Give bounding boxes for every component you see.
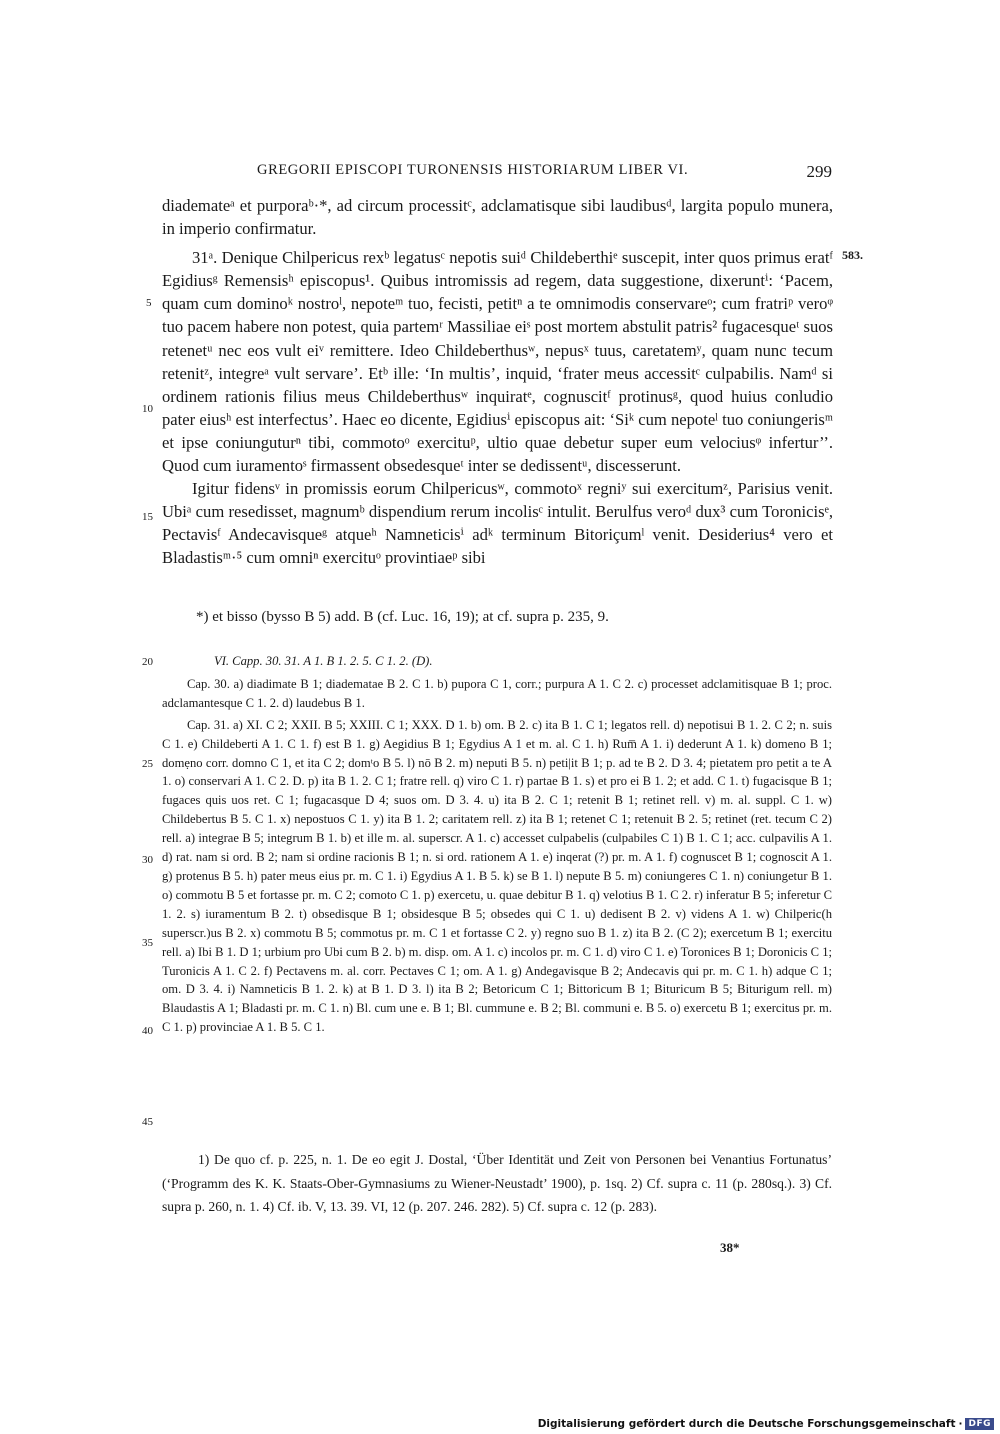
line-number: 35 [142, 937, 153, 949]
line-number: 45 [142, 1116, 153, 1128]
footnotes [162, 1148, 832, 1219]
line-number: 10 [142, 403, 153, 415]
footnote-text: 1) De quo cf. p. 225, n. 1. De eo egit J. Dostal, ‘Über Identität und Zeit von Personen bei Venantius Fortunatus’ (‘Programm des K. K. Staats-Ober-Gymnasiums zu Wiener-Neustadt’ 1900), p. 1sq. 2) Cf. supra c. 11 (p. 280sq.). 3) Cf. supra p. 260, n. 1. 4) Cf. ib. V, 13. 39. VI, 12 (p. 207. 246. 282). 5) Cf. supra c. 12 (p. 283). [162, 1152, 832, 1214]
star-note: *) et bisso (bysso B 5) add. B (cf. Luc. 16, 19); at cf. supra p. 235, 9. [196, 609, 609, 625]
dfg-logo-icon: DFG [965, 1418, 994, 1430]
line-number: 40 [142, 1025, 153, 1037]
line-number: 20 [142, 656, 153, 668]
line-number: 25 [142, 758, 153, 770]
running-title: GREGORII EPISCOPI TURONENSIS HISTORIARUM LIBER VI. [257, 162, 689, 178]
line-number: 5 [146, 297, 152, 309]
line-number: 30 [142, 854, 153, 866]
main-text [162, 194, 833, 570]
funding-text: Digitalisierung gefördert durch die Deutsche Forschungsgemeinschaft [537, 1418, 956, 1430]
margin-year: 583. [842, 248, 863, 262]
signature-mark: 38* [720, 1240, 740, 1255]
page-number: 299 [806, 162, 832, 181]
critical-apparatus [162, 652, 832, 1037]
apparatus-head: VI. Capp. 30. 31. A 1. B 1. 2. 5. C 1. 2. (D). [214, 654, 433, 668]
line-number: 15 [142, 511, 153, 523]
main-paragraph: Igitur fidensᵛ in promissis eorum Chilpericusʷ, commotoˣ regniʸ sui exercitumᶻ, Parisius venit. Ubiᵃ cum resedisset, magnumᵇ dispendium rerum incolisᶜ intulit. Berulfus veroᵈ dux³ cum Toronicisᵉ, Pectavisᶠ Andecavisqueᵍ atqueʰ Namneticisⁱ adᵏ terminum Bitoriçumˡ venit. Desiderius⁴ vero et Bladastisᵐ·⁵ cum omniⁿ exercituᵒ provintiaeᵖ sibi [162, 479, 833, 568]
main-paragraph: 31ᵃ. Denique Chilpericus rexᵇ legatusᶜ nepotis suiᵈ Childeberthiᵉ suscepit, inter quos primus eratᶠ Egidiusᵍ Remensisʰ episcopus¹. Quibus intromissis ad regem, data suggestione, dixeruntⁱ: ‘Pacem, quam cum dominoᵏ nostroˡ, nepoteᵐ tuo, fecisti, petitⁿ a te omnimodis conservareᵒ; cum fratriᵖ veroᵠ tuo pacem habere non potest, quia partemʳ Massiliae eiˢ post mortem abstulit patris² fugacesqueᵗ suos retenetᵘ nec eos vult eiᵛ remittere. Ideo Childeberthusʷ, nepusˣ tuus, caretatemʸ, quam nunc tecum retenitᶻ, integreᵃ vult servare’. Etᵇ ille: ‘In multis’, inquid, ‘frater meus accessitᶜ culpabilis. Namᵈ si ordinem rationis filius meus Childeberthusʷ inquiratᵉ, cognuscitᶠ protinusᵍ, quod huius conludio pater eiusʰ est interfectus’. Haec eo dicente, Egidiusⁱ episcopus ait: ‘Siᵏ cum nepoteˡ tuo coniungerisᵐ et ipse coniunguturⁿ tibi, commotoᵒ exercituᵖ, ultio quae debetur super eum velociusᵠ infertur’’. Quod cum iuramentoˢ firmassent obsedesqueᵗ inter se dedissentᵘ, discesserunt. [162, 248, 833, 476]
funding-notice: Digitalisierung gefördert durch die Deutsche Forschungsgemeinschaft · DFG [538, 1418, 994, 1430]
main-paragraph: diademateᵃ et purporaᵇ·*, ad circum processitᶜ, adclamatisque sibi laudibusᵈ, largita populo munera, in imperio confirmatur. [162, 196, 833, 239]
apparatus-cap31: Cap. 31. a) XI. C 2; XXII. B 5; XXIII. C 1; XXX. D 1. b) om. B 2. c) ita B 1. C 1; legatos rell. d) nepotisui B 1. 2. C 2; n. suis C 1. e) Childeberti A 1. C 1. f) est B 1. g) Aegidius B 1; Egydius A 1 et m. al. C 1. h) Rum̅ A 1. i) dederunt A 1. k) domeno B 1; domẹno corr. domno C 1, et ita C 2; domᵗo B 5. l) nō B 2. m) neputi B 5. n) peti|it B 1; p. ad te B 2. D 3. 4; pietatem pro petit a te A 1. o) conservari A 1. C 2. D. p) ita B 1. 2. C 1; fratre rell. q) viro C 1. r) partae B 1. s) et pro ei B 1. 2; et add. C 1. t) fugacisque B 1; fugaces quis uos ret. C 1; fugacasque D 4; suos om. D 3. 4. u) ita B 2. C 1; retenit B 1; retinet rell. v) m. al. suppl. C 1. w) Childebertus B 5. C 1. x) nepostuos C 1. y) ita B 1. 2; caritatem rell. z) ita B 1; retenet C 1; retenuit B 2. 5; retinet (ret. tecum C 2) rell. a) integrae B 5; integrum B 1. b) et ille m. al. superscr. A 1. c) accesset culpabelis (culpabiles C 1) B 1. C 1; acc. culpavilis A 1. d) rat. nam si ord. B 2; nam si ordine racionis B 1; n. si ord. rationem A 1. e) inqerat (?) pr. m. A 1. f) cognuscet B 1; cognoscit A 1. g) protenus B 5. h) pater meus eius pr. m. C 1. i) Egydius A 1. B 5. k) se B 1. l) nepute B 5. m) coniungeres C 1. n) coniungetur B 1. o) commotu B 5 et fortasse pr. m. C 2; comoto C 1. p) exercetu, u. quae debitur B 1. q) velotius B 1. C 2. r) inferatur B 5; inferetur C 1. 2. s) iuramentum B 2. t) obsedisque B 1; obsidesque B 5; obsedes qui C 1. u) dedisent B 2. v) videns A 1. w) Chilperic(h superscr.)us B 2. x) commotu B 5; commotus pr. m. C 1 et fortasse C 2. y) regno suo B 1. z) ita B 2. (C 2); exercetum B 1; exercitu rell. a) Ibi B 1. D 1; urbium pro Ubi cum B 2. b) m. disp. om. A 1. c) incolos pr. m. C 1. d) viro C 1. e) Toronices B 1; Doronicis C 1; Turonicis A 1. C 2. f) Pectavens m. al. corr. Pectaves C 1; om. A 1. g) Andegavisque B 2; Andecavis qui pr. m. C 1. h) adque C 1; om. D 3. 4. i) Namneticis B 1. 2. k) at B 1. D 3. l) ita B 2; Betoricum C 1; Bittoricum B 1; Bituricum B 5; Biturigum rell. m) Blaudastis A 1; Bladasti pr. m. C 1. n) Bl. cum une e. B 1; Bl. cummune e. B 2; Bl. communi e. B 5. o) exercetu B 1; exercitus pr. m. C 1. p) provinciae A 1. B 5. C 1. [162, 717, 832, 1035]
apparatus-cap30: Cap. 30. a) diadimate B 1; diademataе B 2. C 1. b) pupora C 1, corr.; purpura A 1. C 2. c) processet adclamitisquae B 1; proc. adclamantesque C 1. 2. d) laudebus B 1. [162, 676, 832, 710]
